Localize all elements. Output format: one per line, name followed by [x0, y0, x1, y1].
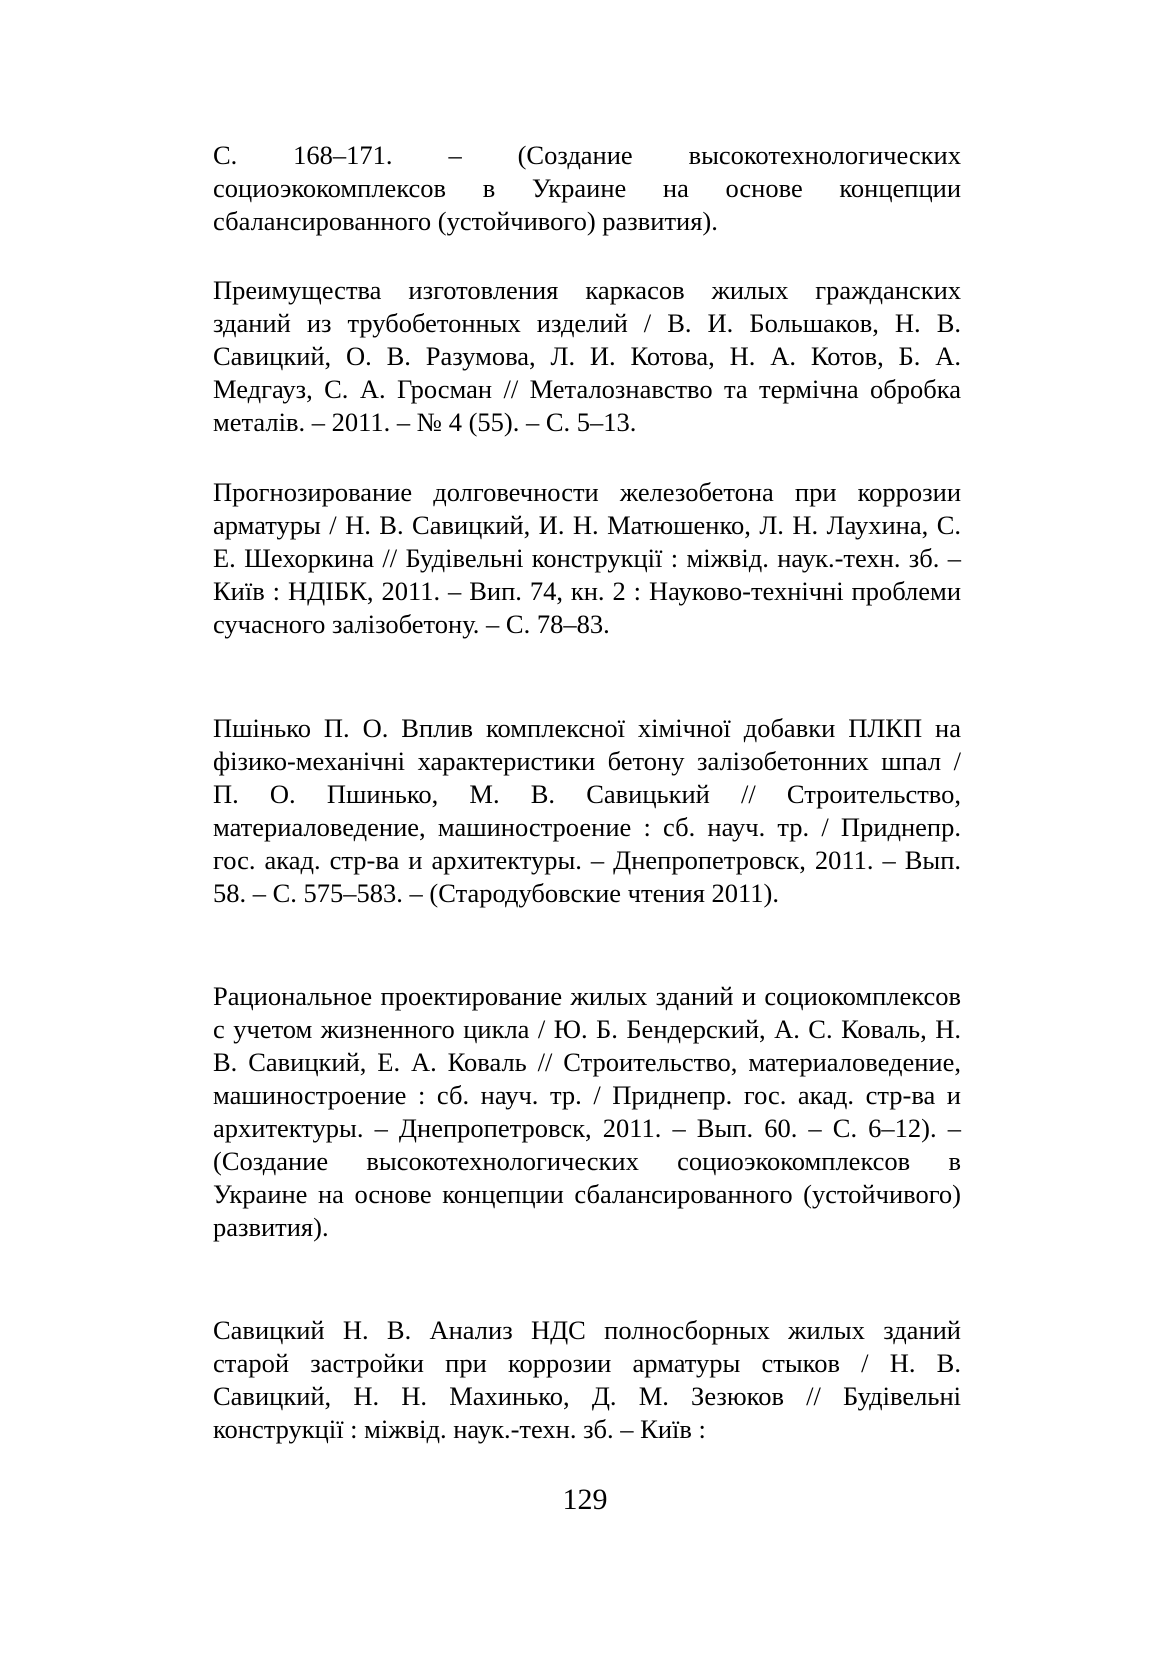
bibliography-entry: Прогнозирование долговечности железобетона при коррозии арматуры / Н. В. Савицкий, И. Н. Матюшенко, Л. Н. Лаухина, С. Е. Шехоркина // Будівельні конструкції : міжвід. наук.-техн. зб. – Київ : НДІБК, 2011. – Вип. 74, кн. 2 : Науково-технічні проблеми сучасного залізобетону. – С. 78–83.: [213, 477, 961, 639]
bibliography-entry-continuation: С. 168–171. – (Создание высокотехнологических социоэкокомплексов в Украине на основе концепции сбалансированного (устойчивого) развития).: [213, 140, 961, 236]
bibliography-entry: Рациональное проектирование жилых зданий и социокомплексов с учетом жизненного цикла / Ю. Б. Бендерский, А. С. Коваль, Н. В. Савицкий, Е. А. Коваль // Строительство, материаловедение, машиностроение : сб. науч. тр. / Приднепр. гос. акад. стр-ва и архитектуры. – Днепропетровск, 2011. – Вып. 60. – С. 6–12). – (Создание высокотехнологических социоэкокомплексов в Украине на основе концепции сбалансированного (устойчивого) развития).: [213, 981, 961, 1242]
bibliography-entry: Савицкий Н. В. Анализ НДС полносборных жилых зданий старой застройки при коррозии арматуры стыков / Н. В. Савицкий, Н. Н. Махинько, Д. М. Зезюков // Будівельні конструкції : міжвід. наук.-техн. зб. – Київ :: [213, 1315, 961, 1444]
page-number: 129: [562, 1483, 608, 1516]
bibliography-entry: Преимущества изготовления каркасов жилых гражданских зданий из трубобетонных изделий / В. И. Большаков, Н. В. Савицкий, О. В. Разумова, Л. И. Котова, Н. А. Котов, Б. А. Медгауз, С. А. Гросман // Металознавство та термічна обробка металів. – 2011. – № 4 (55). – С. 5–13.: [213, 275, 961, 437]
bibliography-entry: Пшінько П. О. Вплив комплексної хімічної добавки ПЛКП на фізико-механічні характеристики бетону залізобетонних шпал / П. О. Пшинько, М. В. Савицький // Строительство, материаловедение, машиностроение : сб. науч. тр. / Приднепр. гос. акад. стр-ва и архитектуры. – Днепропетровск, 2011. – Вып. 58. – С. 575–583. – (Стародубовские чтения 2011).: [213, 713, 961, 908]
